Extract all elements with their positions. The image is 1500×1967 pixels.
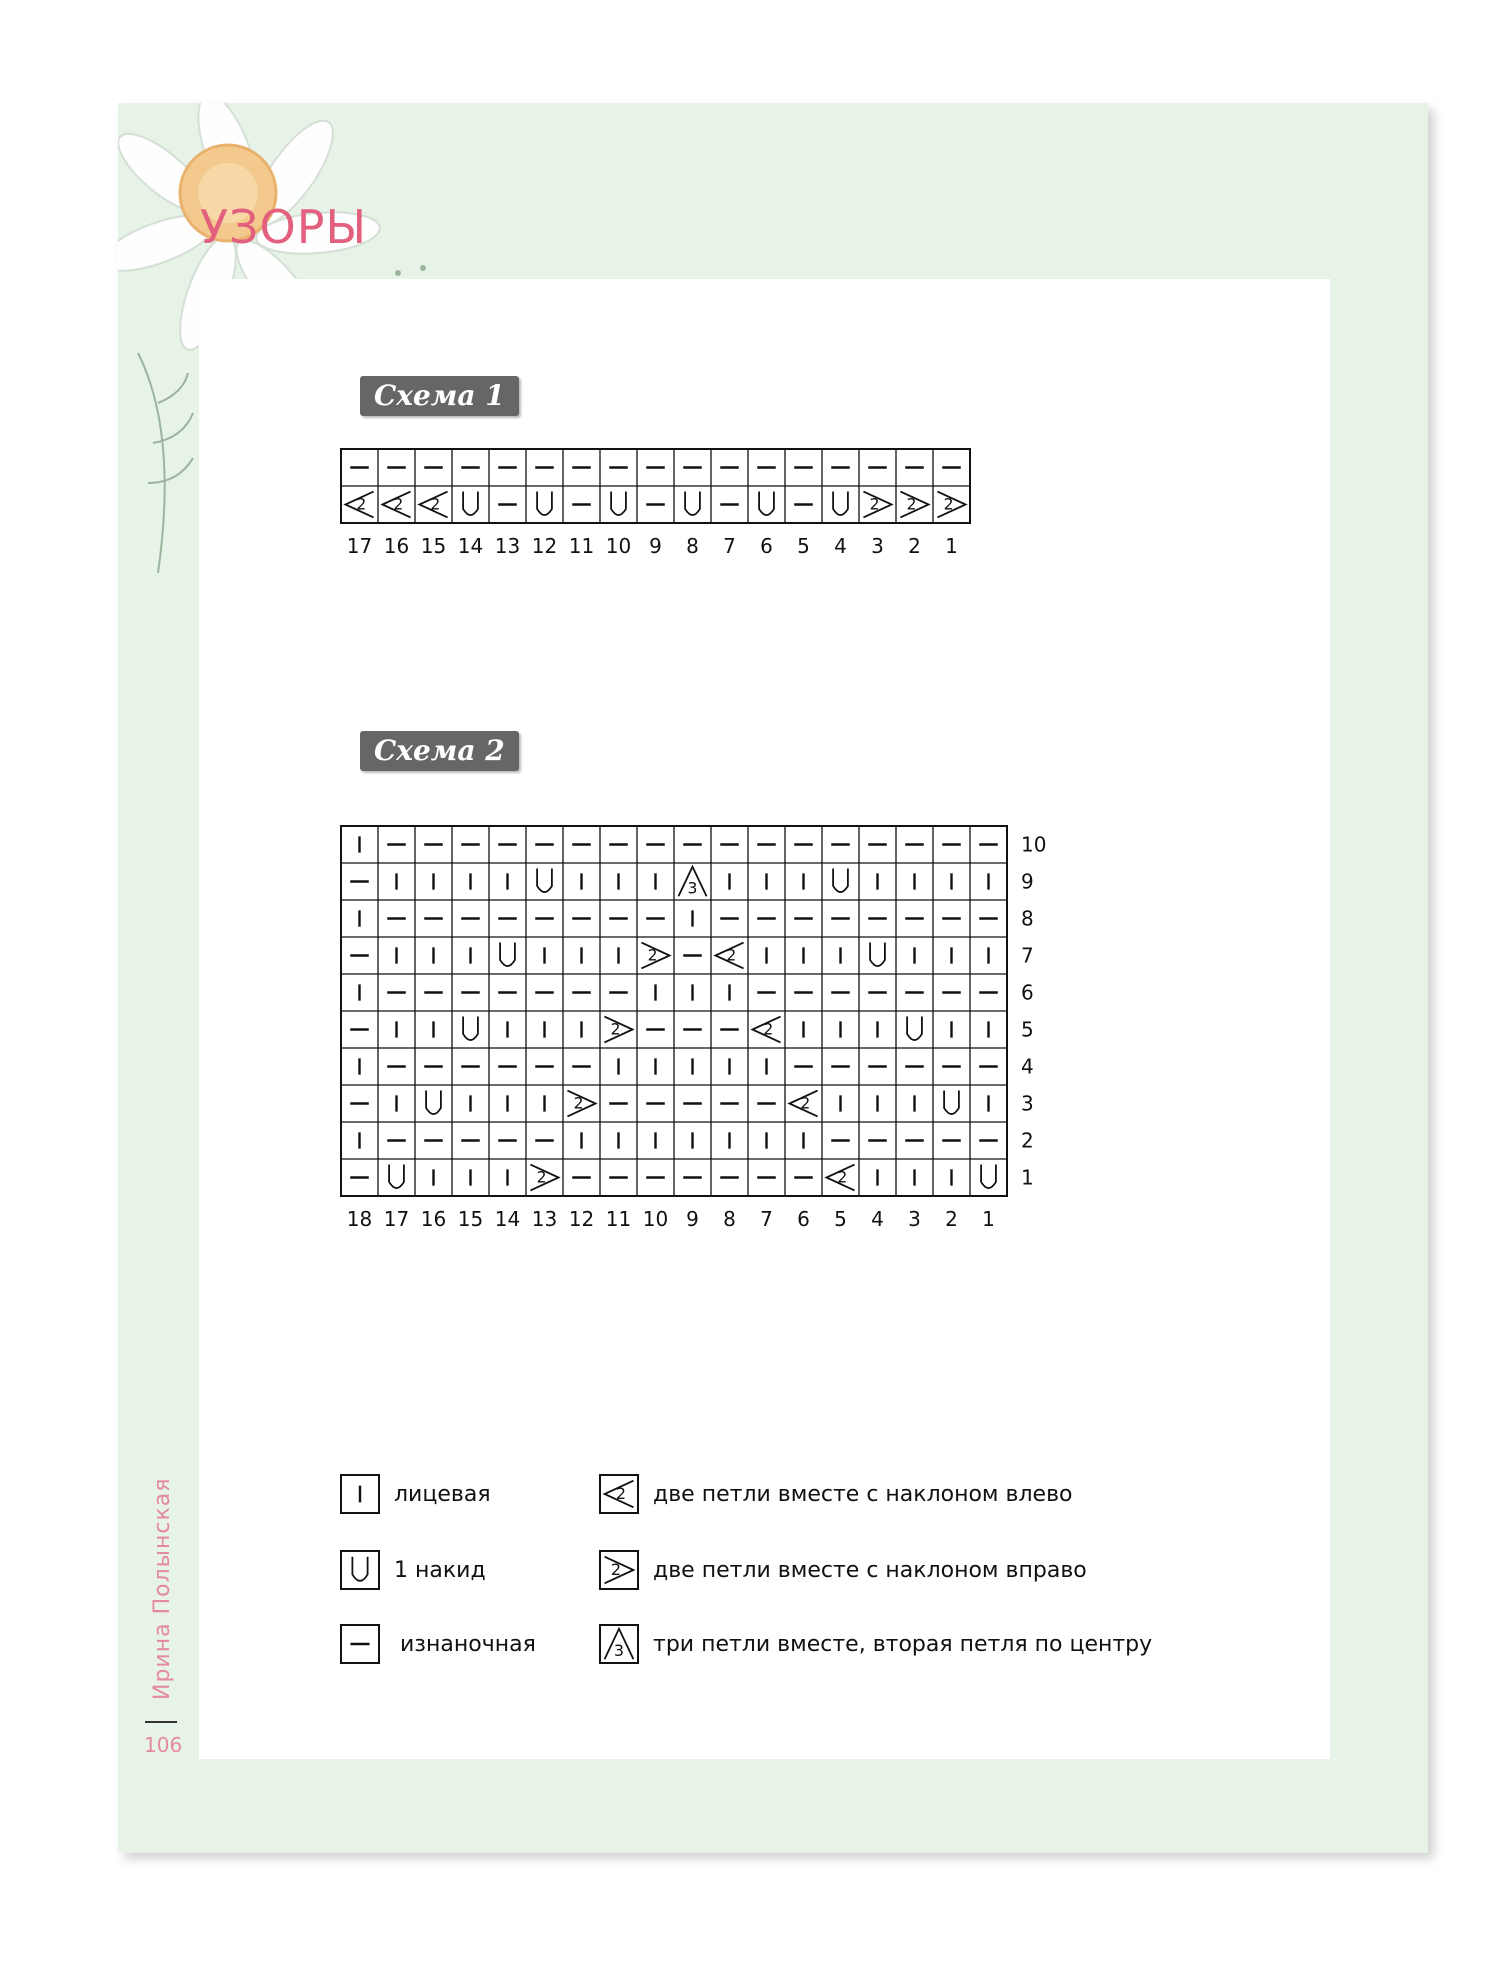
column-number: 6 (797, 1207, 810, 1231)
column-number: 7 (723, 534, 736, 558)
column-number: 2 (908, 534, 921, 558)
column-number: 4 (871, 1207, 884, 1231)
legend-symbol (340, 1550, 380, 1590)
svg-text:2: 2 (837, 1168, 848, 1187)
legend-text: две петли вместе с наклоном вправо (653, 1557, 1087, 1583)
column-number: 17 (383, 1207, 410, 1231)
column-number: 1 (982, 1207, 995, 1231)
svg-text:2: 2 (573, 1094, 584, 1113)
divider (145, 1721, 177, 1723)
scheme-2-chart (340, 825, 1080, 1245)
svg-text:2: 2 (430, 495, 441, 514)
column-number: 15 (420, 534, 447, 558)
column-number: 16 (383, 534, 410, 558)
column-number: 12 (531, 534, 558, 558)
svg-text:2: 2 (726, 946, 737, 965)
svg-text:2: 2 (536, 1168, 547, 1187)
svg-text:2: 2 (869, 495, 880, 514)
row-number: 8 (1021, 906, 1034, 931)
column-number: 9 (686, 1207, 699, 1231)
row-number: 3 (1021, 1091, 1034, 1116)
row-number: 6 (1021, 980, 1034, 1005)
page-number: 106 (144, 1733, 183, 1757)
column-number: 18 (346, 1207, 373, 1231)
legend-item (340, 1550, 486, 1590)
svg-text:2: 2 (610, 1020, 621, 1039)
row-number: 9 (1021, 869, 1034, 894)
legend-symbol (599, 1550, 639, 1590)
column-number: 13 (531, 1207, 558, 1231)
legend-text: 1 накид (394, 1557, 486, 1583)
row-number: 5 (1021, 1017, 1034, 1042)
row-number: 4 (1021, 1054, 1034, 1079)
legend-text: изнаночная (400, 1631, 536, 1657)
svg-text:2: 2 (615, 1484, 626, 1503)
svg-text:2: 2 (906, 495, 917, 514)
row-number: 10 (1021, 832, 1047, 857)
column-number: 1 (945, 534, 958, 558)
svg-text:3: 3 (613, 1641, 625, 1661)
column-number: 10 (642, 1207, 669, 1231)
svg-text:2: 2 (800, 1094, 811, 1113)
legend-symbol (599, 1624, 639, 1664)
column-number: 16 (420, 1207, 447, 1231)
column-number: 10 (605, 534, 632, 558)
legend-symbol (340, 1474, 380, 1514)
scheme-1-label: Схема 1 (360, 376, 519, 416)
column-number: 15 (457, 1207, 484, 1231)
scheme-1-chart (340, 448, 1000, 568)
svg-text:2: 2 (943, 495, 954, 514)
column-number: 6 (760, 534, 773, 558)
legend-item (599, 1550, 1087, 1590)
row-number: 7 (1021, 943, 1034, 968)
column-number: 9 (649, 534, 662, 558)
legend-text: три петли вместе, вторая петля по центру (653, 1631, 1153, 1657)
svg-text:2: 2 (610, 1560, 622, 1579)
legend-item (599, 1624, 1152, 1664)
column-number: 11 (605, 1207, 632, 1231)
column-number: 11 (568, 534, 595, 558)
column-number: 12 (568, 1207, 595, 1231)
column-number: 2 (945, 1207, 958, 1231)
svg-text:2: 2 (356, 495, 367, 514)
column-number: 5 (834, 1207, 847, 1231)
svg-text:2: 2 (763, 1020, 774, 1039)
scheme-2-label: Схема 2 (360, 731, 519, 771)
column-number: 8 (723, 1207, 736, 1231)
column-number: 8 (686, 534, 699, 558)
legend-text: две петли вместе с наклоном влево (653, 1481, 1073, 1507)
svg-text:2: 2 (393, 495, 404, 514)
column-number: 3 (871, 534, 884, 558)
author-vertical (142, 1477, 182, 1720)
svg-text:2: 2 (647, 946, 658, 965)
section-title: УЗОРЫ (200, 200, 368, 254)
column-number: 3 (908, 1207, 921, 1231)
column-number: 13 (494, 534, 521, 558)
svg-text:3: 3 (687, 879, 698, 898)
legend-item (599, 1474, 1073, 1514)
legend-item (340, 1624, 536, 1664)
author-name: Ирина Полынская (150, 1477, 175, 1700)
column-number: 14 (457, 534, 484, 558)
column-number: 14 (494, 1207, 521, 1231)
legend-symbol (340, 1624, 380, 1664)
legend-text: лицевая (394, 1481, 491, 1507)
row-number: 1 (1021, 1165, 1034, 1190)
legend-symbol (599, 1474, 639, 1514)
column-number: 4 (834, 534, 847, 558)
row-number: 2 (1021, 1128, 1034, 1153)
column-number: 7 (760, 1207, 773, 1231)
column-number: 17 (346, 534, 373, 558)
legend-item (340, 1474, 491, 1514)
column-number: 5 (797, 534, 810, 558)
